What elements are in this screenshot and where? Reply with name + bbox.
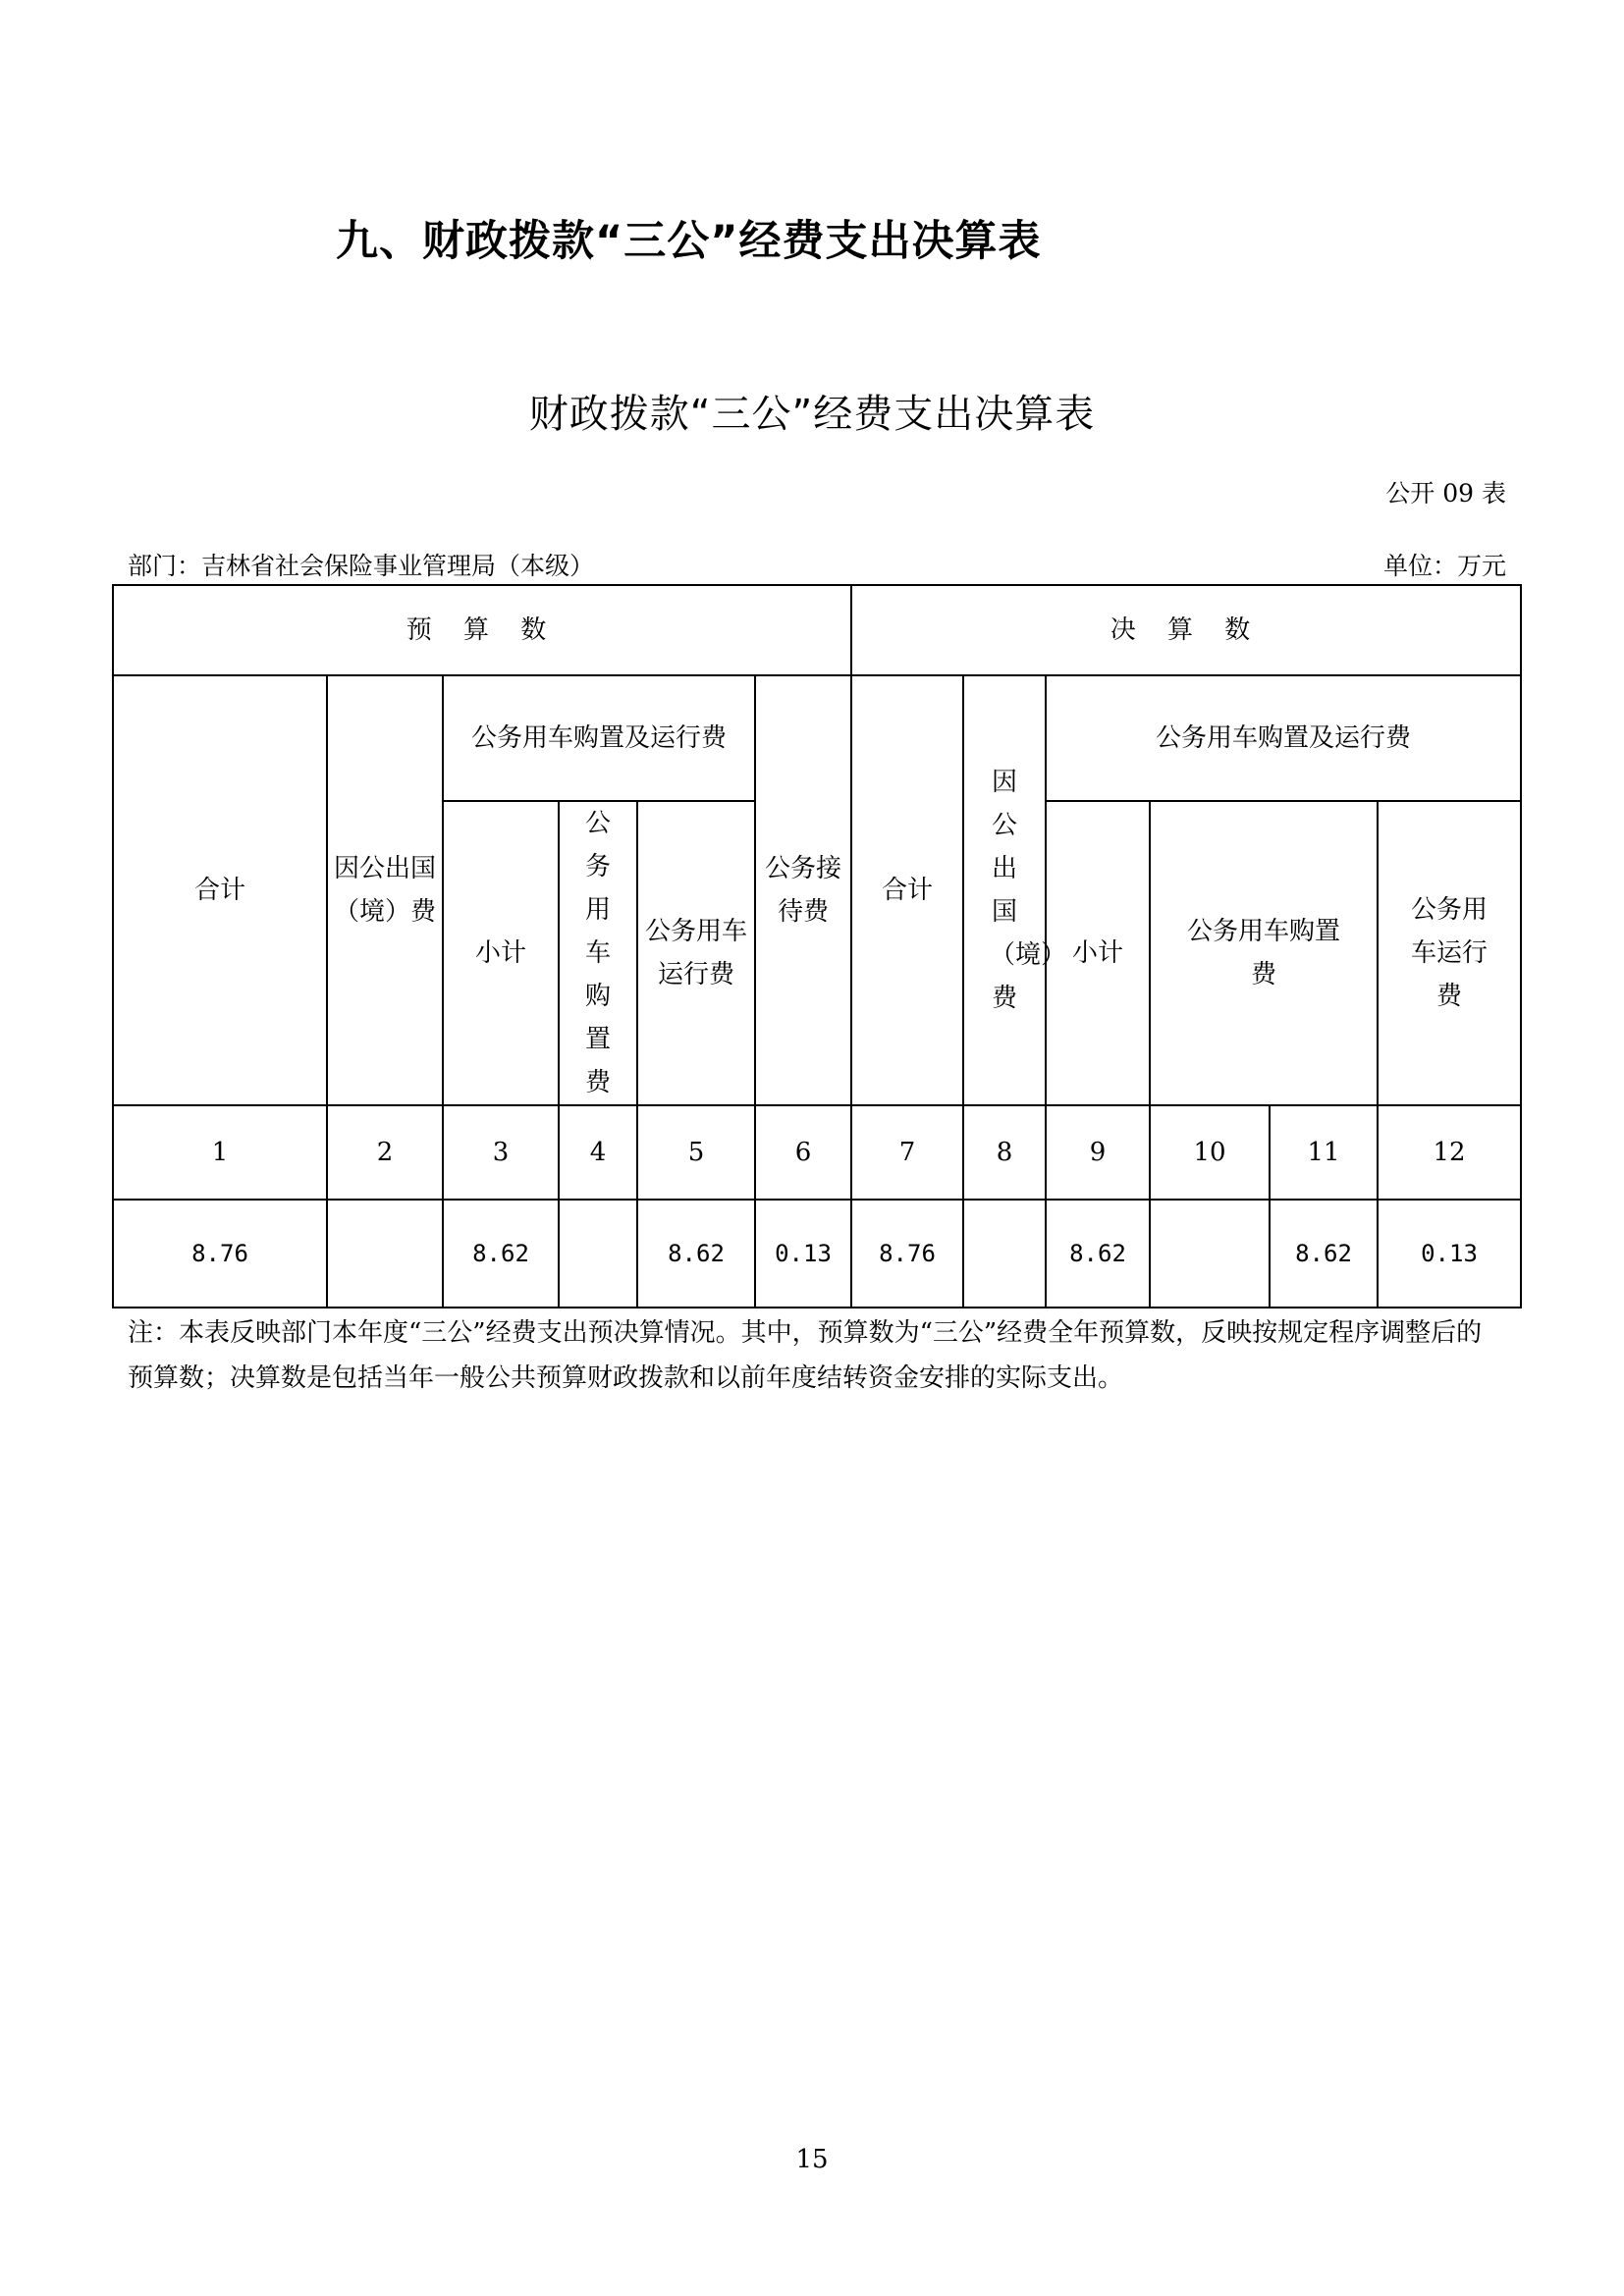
value-cell: 8.76 xyxy=(851,1200,963,1308)
column-number: 2 xyxy=(327,1105,443,1200)
budget-total-header: 合计 xyxy=(113,675,327,1105)
value-cell: 8.62 xyxy=(443,1200,559,1308)
column-number: 9 xyxy=(1046,1105,1150,1200)
three-public-expenses-table xyxy=(112,584,1522,1308)
budget-operation-header: 公务用车运行费 xyxy=(637,801,755,1105)
column-number: 1 xyxy=(113,1105,327,1200)
final-purchase-header: 公务用车购置费 xyxy=(1150,801,1378,1105)
table-number: 公开 09 表 xyxy=(1385,479,1506,507)
value-cell: 0.13 xyxy=(1378,1200,1521,1308)
value-cell: 0.13 xyxy=(755,1200,851,1308)
department-label: 部门：吉林省社会保险事业管理局（本级） xyxy=(128,552,595,580)
final-operation-header: 公务用车运行费 xyxy=(1378,801,1521,1105)
value-cell: 8.76 xyxy=(113,1200,327,1308)
column-number: 3 xyxy=(443,1105,559,1200)
value-cell: 8.62 xyxy=(637,1200,755,1308)
column-number: 4 xyxy=(559,1105,637,1200)
budget-subtotal-header: 小计 xyxy=(443,801,559,1105)
page-number: 15 xyxy=(795,2145,829,2174)
final-header: 决 算 数 xyxy=(851,585,1521,675)
value-cell xyxy=(327,1200,443,1308)
section-title: 九、财政拨款“三公”经费支出决算表 xyxy=(336,217,1042,266)
column-number: 7 xyxy=(851,1105,963,1200)
budget-reception-header: 公务接待费 xyxy=(755,675,851,1105)
budget-vehicle-header: 公务用车购置及运行费 xyxy=(443,675,755,801)
value-cell xyxy=(1150,1200,1270,1308)
budget-abroad-header: 因公出国（境）费 xyxy=(327,675,443,1105)
column-number: 10 xyxy=(1150,1105,1270,1200)
column-number: 11 xyxy=(1270,1105,1378,1200)
final-total-header: 合计 xyxy=(851,675,963,1105)
unit-label: 单位：万元 xyxy=(1382,552,1506,580)
value-cell xyxy=(559,1200,637,1308)
final-abroad-header: 因公出国（境）费 xyxy=(990,768,1067,1013)
column-number: 6 xyxy=(755,1105,851,1200)
column-number: 5 xyxy=(637,1105,755,1200)
table-title: 财政拨款“三公”经费支出决算表 xyxy=(528,392,1096,437)
column-number: 8 xyxy=(963,1105,1046,1200)
final-vehicle-header: 公务用车购置及运行费 xyxy=(1046,675,1521,801)
final-subtotal-header: 小计 xyxy=(1046,801,1150,1105)
value-cell xyxy=(963,1200,1046,1308)
table-note: 注：本表反映部门本年度“三公”经费支出预决算情况。其中，预算数为“三公”经费全年预算数，反映按规定程序调整后的预算数；决算数是包括当年一般公共预算财政拨款和以前年度结转资金安排的实际支出。 xyxy=(128,1318,1483,1393)
table-row xyxy=(113,1200,1521,1308)
column-number: 12 xyxy=(1378,1105,1521,1200)
value-cell: 8.62 xyxy=(1046,1200,1150,1308)
budget-purchase-header: 公务用车购置费 xyxy=(584,809,611,1097)
budget-header: 预 算 数 xyxy=(113,585,851,675)
value-cell: 8.62 xyxy=(1270,1200,1378,1308)
